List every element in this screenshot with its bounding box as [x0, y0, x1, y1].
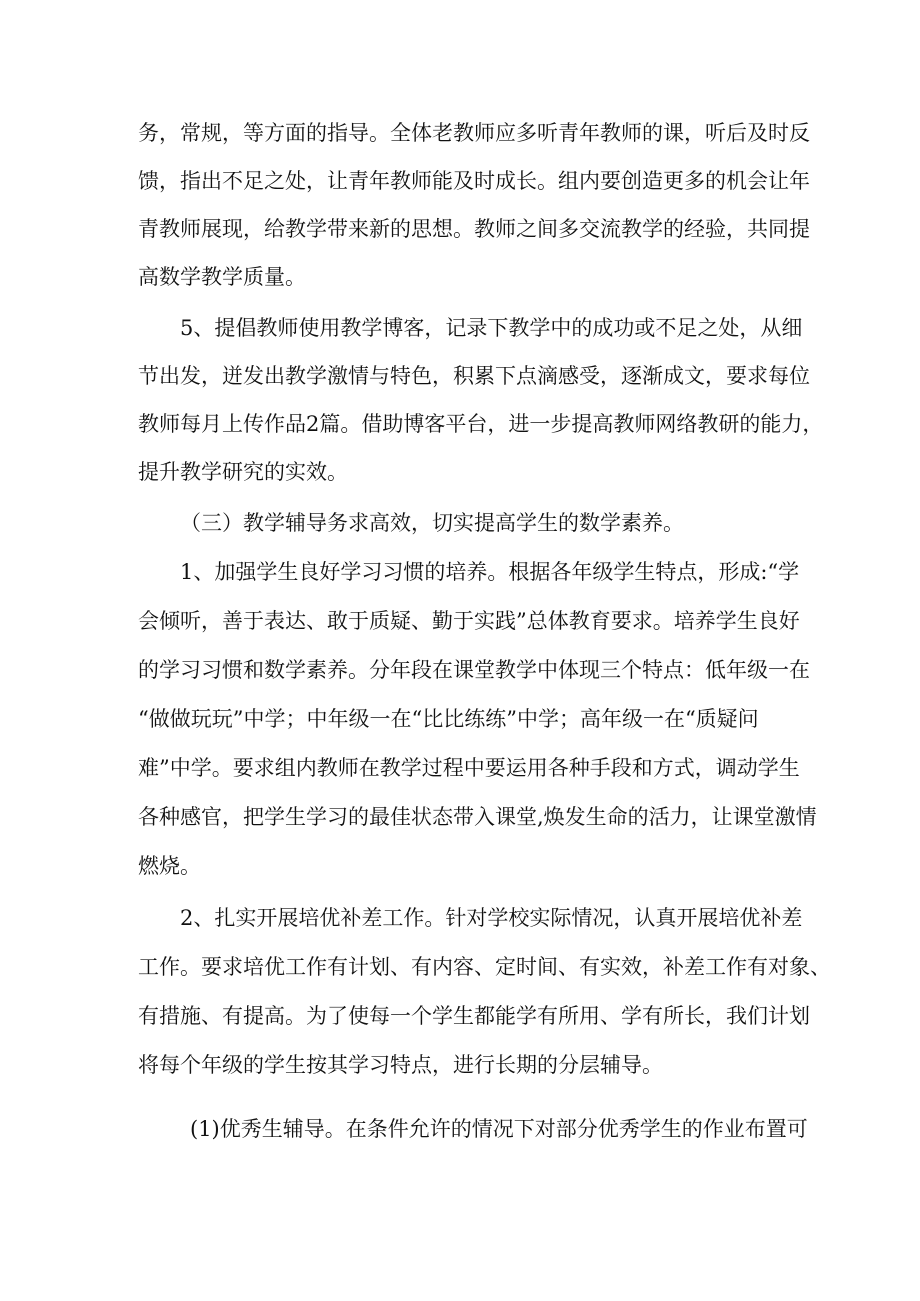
text-line: 工作。要求培优工作有计划、有内容、定时间、有实效，补差工作有对象、	[138, 955, 831, 979]
text-line: 青教师展现，给教学带来新的思想。教师之间多交流教学的经验，共同提	[138, 217, 810, 241]
text-line: 教师每月上传作品2篇。借助博客平台，进一步提高教师网络教研的能力，	[138, 412, 824, 436]
text-line: 馈，指出不足之处，让青年教师能及时成长。组内要创造更多的机会让年	[138, 169, 810, 193]
text-line: 节出发，迸发出教学激情与特色，积累下点滴感受，逐渐成文，要求每位	[138, 364, 810, 388]
text-line: 5、提倡教师使用教学博客，记录下教学中的成功或不足之处，从细	[180, 316, 803, 340]
text-line: 提升教学研究的实效。	[138, 460, 348, 484]
text-line: 务，常规，等方面的指导。全体老教师应多听青年教师的课，听后及时反	[138, 121, 810, 145]
text-line: “做做玩玩”中学；中年级一在“比比练练”中学；高年级一在“质疑问	[138, 707, 759, 731]
text-line: 将每个年级的学生按其学习特点，进行长期的分层辅导。	[138, 1053, 663, 1077]
text-line: 有措施、有提高。为了使每一个学生都能学有所用、学有所长，我们计划	[138, 1004, 810, 1028]
text-line: (1)优秀生辅导。在条件允许的情况下对部分优秀学生的作业布置可	[190, 1117, 808, 1141]
text-line: 2、扎实开展培优补差工作。针对学校实际情况，认真开展培优补差	[180, 906, 803, 930]
text-line: 各种感官，把学生学习的最佳状态带入课堂,焕发生命的活力，让课堂激情	[138, 805, 817, 829]
text-line: 1、加强学生良好学习习惯的培养。根据各年级学生特点，形成:“学	[180, 560, 800, 584]
section-heading: （三）教学辅导务求高效，切实提高学生的数学素养。	[180, 511, 684, 535]
text-line: 难”中学。要求组内教师在教学过程中要运用各种手段和方式，调动学生	[138, 756, 800, 780]
text-line: 的学习习惯和数学素养。分年段在课堂教学中体现三个特点：低年级一在	[138, 658, 810, 682]
text-line: 燃烧。	[138, 854, 201, 878]
text-line: 高数学教学质量。	[138, 265, 306, 289]
text-line: 会倾听，善于表达、敢于质疑、勤于实践”总体教育要求。培养学生良好	[138, 609, 800, 633]
